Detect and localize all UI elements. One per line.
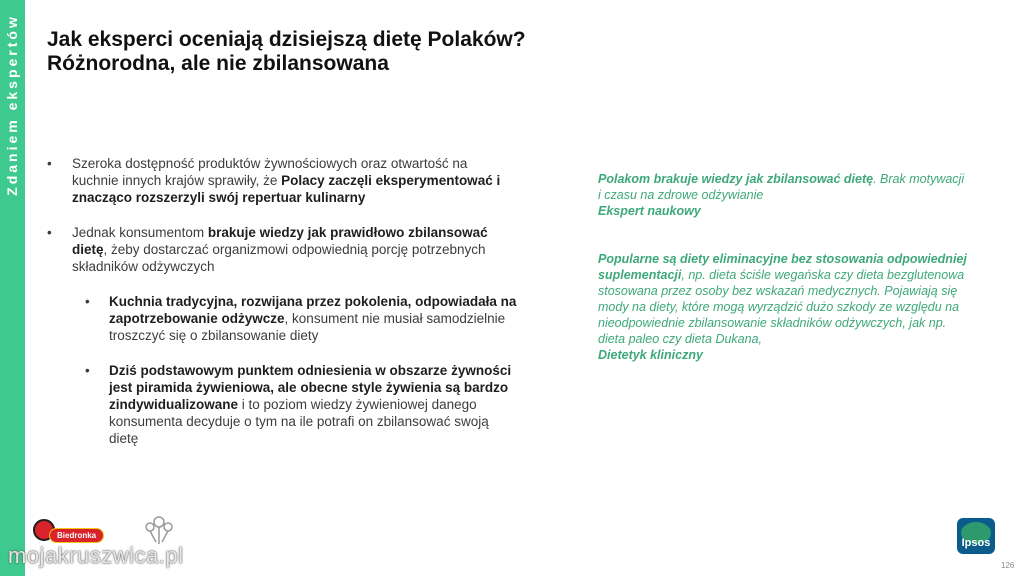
quote-author: Dietetyk kliniczny	[598, 348, 703, 362]
page-title	[47, 28, 607, 76]
biedronka-logo	[31, 517, 101, 543]
sub-bullet-item	[85, 362, 517, 447]
quote-author: Ekspert naukowy	[598, 204, 701, 218]
expert-quotes	[598, 171, 968, 395]
title-line-2: Różnorodna, ale nie zbilansowana	[47, 52, 389, 75]
bullet-bold-text: Polacy zaczęli eksperymentować i znacząco rozszerzyli swój repertuar kulinarny	[72, 173, 501, 205]
quote-bold-text: Polakom brakuje wiedzy jak zbilansować dietę	[598, 172, 874, 186]
sidebar-band	[0, 0, 25, 576]
sub-bullet-bold-text: Dziś podstawowym punktem odniesienia w obszarze żywności jest piramida żywieniowa, ale obecne style żywienia są bardzo zindywidualizowane	[109, 363, 512, 412]
bullet-item	[47, 224, 517, 275]
quote-block	[598, 171, 968, 219]
ipsos-logo	[957, 518, 995, 554]
ipsos-logo-text: Ipsos	[961, 537, 991, 549]
title-line-1: Jak eksperci oceniają dzisiejszą dietę Polaków?	[47, 28, 526, 51]
sub-bullet-item	[85, 293, 517, 344]
sub-bullet-text: , konsument nie musiał samodzielnie troszczyć się o zbilansowanie diety	[109, 311, 506, 343]
sub-bullet-text: i to poziom wiedzy żywieniowej danego konsumenta decyduje o tym na ile potrafi on zbilansować swoją dietę	[109, 397, 489, 446]
bullet-bold-text: brakuje wiedzy jak prawidłowo zbilansować dietę	[72, 225, 488, 257]
quote-text: , np. dieta ściśle wegańska czy dieta bezglutenowa stosowana przez osoby bez wskazań medycznych. Pojawiają się mody na diety, które mogą wyrządzić dużo szkody ze względu na nieodpowiednie zbilansowanie składników odżywczych, jak np. dieta paleo czy dieta Dukana,	[598, 268, 965, 346]
sub-bullet-bold-text: Kuchnia tradycyjna, rozwijana przez pokolenia, odpowiadała na zapotrzebowanie odżywcze	[109, 294, 517, 326]
quote-bold-text: Popularne są diety eliminacyjne bez stosowania odpowiedniej suplementacji	[598, 252, 967, 282]
page-number: 126	[1001, 561, 1015, 570]
bullet-text: Szeroka dostępność produktów żywnościowych oraz otwartość na kuchnie innych krajów sprawiły, że	[72, 156, 468, 188]
bullet-text: , żeby dostarczać organizmowi odpowiednią porcję potrzebnych składników odżywczych	[72, 242, 486, 274]
main-bullet-list	[47, 155, 517, 465]
bullet-item	[47, 155, 517, 206]
brand-name: Biedronka	[49, 528, 104, 543]
bullet-text: Jednak konsumentom	[72, 225, 208, 240]
quote-text: . Brak motywacji i czasu na zdrowe odżywianie	[598, 172, 965, 202]
sidebar-label: Zdaniem ekspertów	[4, 14, 20, 196]
watermark-text: mojakruszwica.pl	[8, 543, 184, 568]
quote-block	[598, 251, 968, 363]
